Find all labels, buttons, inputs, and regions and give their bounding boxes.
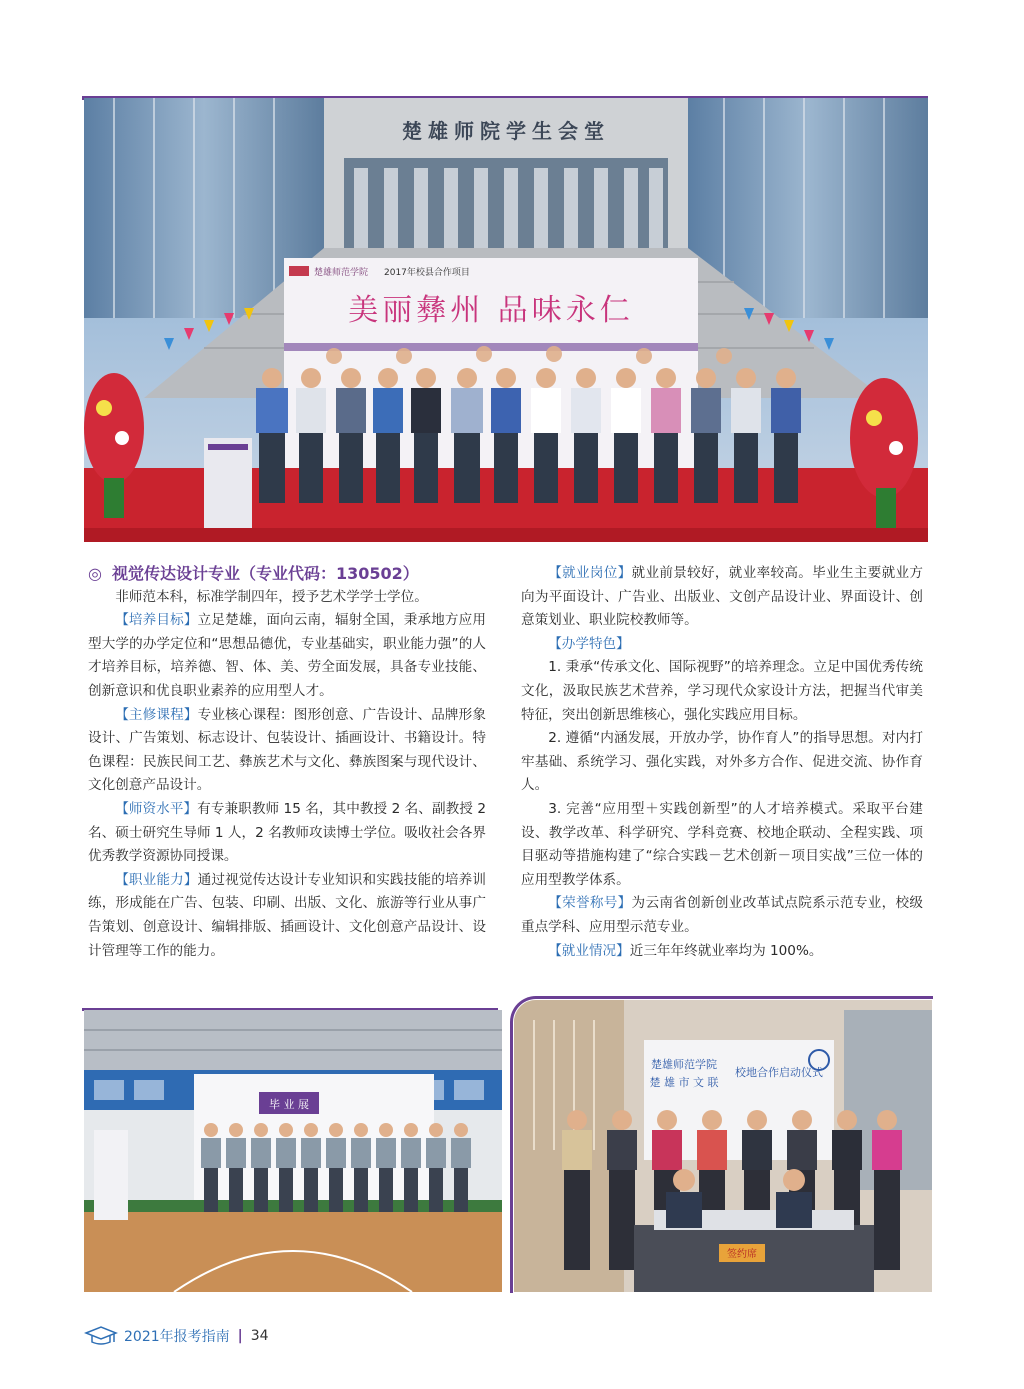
section-courses-text: 专业核心课程：图形创意、广告设计、品牌形象设计、广告策划、标志设计、包装设计、插画设计、书籍设计。特色课程：民族民间工艺、彝族艺术与文化、彝族图案与现代设计、文化创意产品设计。: [88, 706, 487, 794]
section-ability-text: 通过视觉传达设计专业知识和实践技能的培养训练，形成能在广告、包装、印刷、出版、文化、旅游等行业从事广告策划、创意设计、编辑排版、插画设计、文化创意产品设计、设计管理等工作的能力。: [88, 871, 487, 959]
circle-bullet-icon: ◎: [88, 564, 102, 583]
feature-item: 3. 完善“应用型＋实践创新型”的人才培养模式。采取平台建设、教学改革、科学研究、学科竞赛、校地企联动、全程实践、项目驱动等措施构建了“综合实践－艺术创新－项目实战”三位一体的应用型教学体系。: [521, 800, 923, 888]
section-courses: [88, 704, 486, 798]
page-footer: [84, 1322, 269, 1350]
banner-subtitle: 2017年校县合作项目: [384, 268, 470, 278]
ceremony-photo: [84, 98, 928, 542]
section-honors-tag: 【荣誉称号】: [548, 895, 632, 912]
footer-separator: |: [237, 1328, 243, 1344]
exhibition-photo: [84, 1010, 502, 1292]
section-features-tag: 【办学特色】: [548, 635, 630, 652]
section-employment-text: 近三年年终就业率均为 100%。: [629, 942, 823, 959]
section-ability: [88, 869, 486, 963]
section-jobs-text: 就业前景较好，就业率较高。毕业生主要就业方向为平面设计、广告业、出版业、文创产品设计业、界面设计、创意策划业、职业院校教师等。: [521, 565, 923, 629]
major-title: 视觉传达设计专业（专业代码：130502）: [111, 564, 419, 583]
screen-event-title: 校地合作启动仪式: [735, 1066, 823, 1079]
section-jobs-tag: 【就业岗位】: [548, 565, 632, 581]
screen-org-name: 楚 雄 市 文 联: [649, 1076, 719, 1089]
section-jobs: [521, 562, 923, 633]
section-faculty: [88, 798, 486, 869]
section-honors: [521, 892, 923, 939]
section-goal-text: 立足楚雄，面向云南，辐射全国，秉承地方应用型大学的办学定位和“思想品德优，专业基础实，职业能力强”的人才培养目标，培养德、智、体、美、劳全面发展，具备专业技能、创新意识和优良职业素养的应用型人才。: [88, 612, 487, 699]
page-number: 34: [250, 1328, 269, 1344]
major-heading: [88, 562, 486, 586]
building-sign: 楚雄师院学生会堂: [402, 119, 610, 143]
section-ability-tag: 【职业能力】: [115, 871, 198, 888]
feature-item: 1. 秉承“传承文化、国际视野”的培养理念。立足中国优秀传统文化，汲取民族艺术营养，学习现代众家设计方法，把握当代审美特征，突出创新思维核心，强化实践应用目标。: [521, 659, 923, 723]
section-goal: [88, 609, 486, 703]
section-employment-tag: 【就业情况】: [548, 942, 630, 959]
section-faculty-text: 有专兼职教师 15 名，其中教授 2 名、副教授 2 名、硕士研究生导师 1 人，2 名教师攻读博士学位。吸收社会各界优秀教学资源协同授课。: [88, 800, 486, 865]
section-goal-tag: 【培养目标】: [115, 612, 198, 629]
section-courses-tag: 【主修课程】: [115, 706, 198, 723]
signing-table-sign: 签约席: [727, 1249, 757, 1260]
footer-guide-title: 2021年报考指南: [124, 1329, 230, 1345]
right-column: [521, 562, 923, 963]
section-honors-text: 为云南省创新创业改革试点院系示范专业，校级重点学科、应用型示范专业。: [521, 895, 923, 935]
left-column: [88, 562, 486, 963]
section-employment: [521, 940, 923, 964]
graduation-cap-icon: [84, 1325, 118, 1347]
feature-item: 2. 遵循“内涵发展，开放办学，协作育人”的指导思想。对内打牢基础、系统学习、强化实践，对外多方合作、促进交流、协作育人。: [521, 730, 923, 794]
signing-photo-illustration: [514, 1000, 932, 1292]
ceremony-photo-illustration: [84, 98, 928, 542]
exhibition-photo-illustration: [84, 1010, 502, 1292]
screen-school-name: 楚雄师范学院: [651, 1058, 717, 1071]
section-features: [521, 633, 923, 657]
signing-ceremony-photo: [514, 1000, 932, 1292]
section-faculty-tag: 【师资水平】: [115, 800, 198, 817]
banner-title: 美丽彝州 品味永仁: [348, 293, 634, 328]
banner-logo: 楚雄师范学院: [314, 268, 369, 278]
major-intro: 非师范本科，标准学制四年，授予艺术学学士学位。: [115, 588, 428, 605]
exhibition-board-title: 毕 业 展: [269, 1098, 309, 1111]
